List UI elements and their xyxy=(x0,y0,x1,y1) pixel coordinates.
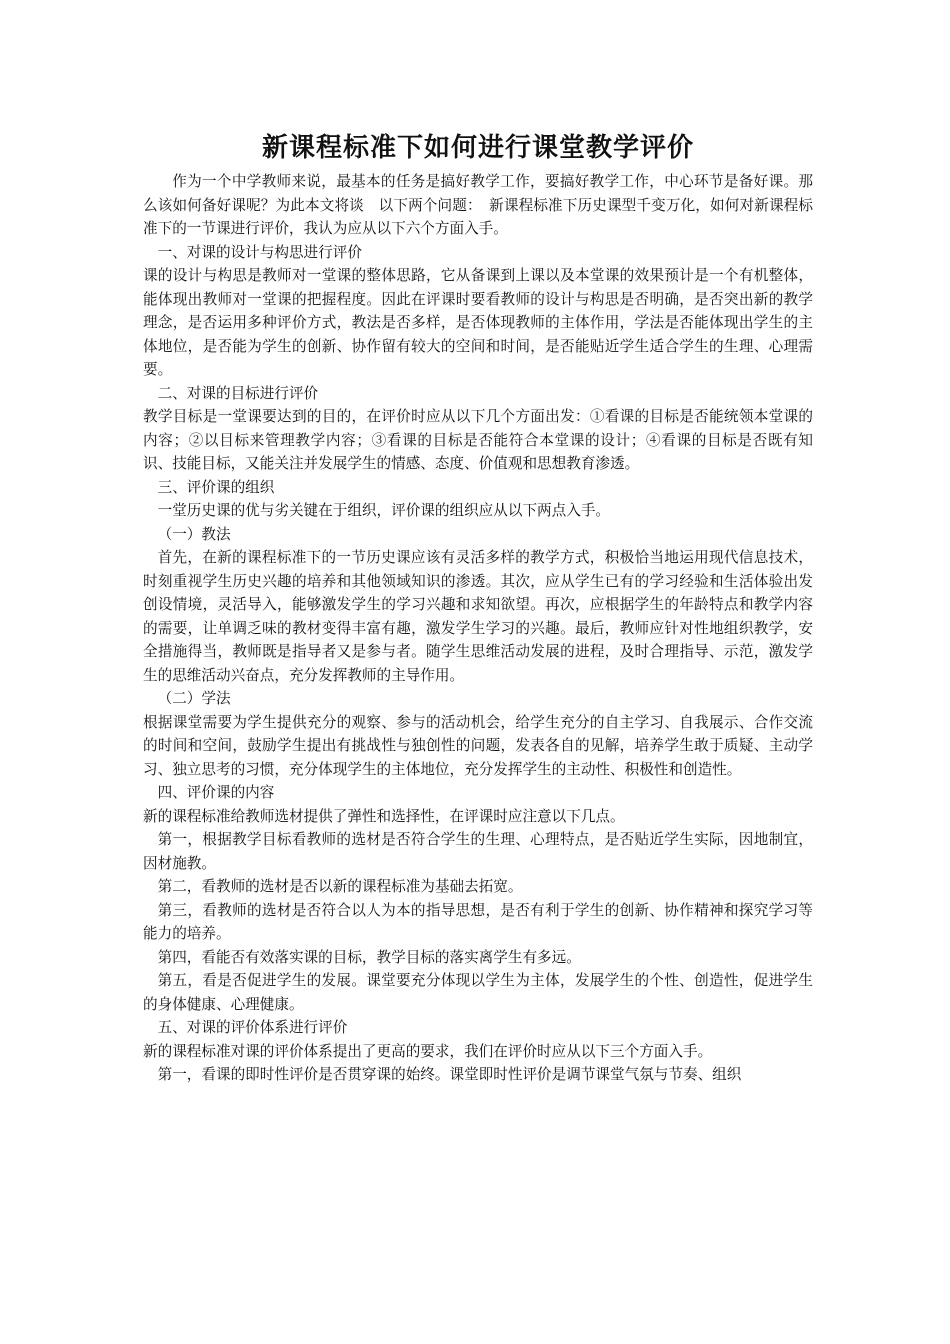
paragraph: 第二，看教师的选材是否以新的课程标准为基础去拓宽。 xyxy=(157,878,523,895)
paragraph: 四、评价课的内容 xyxy=(157,784,275,801)
paragraph: 第一，根据教学目标看教师的选材是否符合学生的生理、心理特点，是否贴近学生实际，因地制宜，因材施教。 xyxy=(143,831,813,872)
paragraph: 一、对课的设计与构思进行评价 xyxy=(157,243,362,261)
paragraph: 作为一个中学教师来说，最基本的任务是搞好教学工作，要搞好教学工作，中心环节是备好课。那么该如何备好课呢？为此本文将谈 以下两个问题： 新课程标准下历史课型千变万化，如何对新课程标准下的一节课进行评价，我认为应从以下六个方面入手。 xyxy=(143,173,813,237)
paragraph: 三、评价课的组织 xyxy=(157,478,275,496)
paragraph: 教学目标是一堂课要达到的目的，在评价时应从以下几个方面出发：①看课的目标是否能统领本堂课的内容；②以目标来管理教学内容；③看课的目标是否能符合本堂课的设计；④看课的目标是否既有知识、技能目标，又能关注并发展学生的情感、态度、价值观和思想教育渗透。 xyxy=(143,408,813,472)
paragraph: 新的课程标准对课的评价体系提出了更高的要求，我们在评价时应从以下三个方面入手。 xyxy=(143,1042,713,1060)
paragraph: 第五，看是否促进学生的发展。课堂要充分体现以学生为主体，发展学生的个性、创造性，促进学生的身体健康、心理健康。 xyxy=(143,972,813,1013)
paragraph: （一）教法 xyxy=(157,525,231,543)
paragraph: 五、对课的评价体系进行评价 xyxy=(157,1019,348,1036)
paragraph: 第一，看课的即时性评价是否贯穿课的始终。课堂即时性评价是调节课堂气氛与节奏、组织 xyxy=(157,1066,742,1083)
paragraph: 新的课程标准给教师选材提供了弹性和选择性，在评课时应注意以下几点。 xyxy=(143,807,625,825)
paragraph: 一堂历史课的优与劣关键在于组织，评价课的组织应从以下两点入手。 xyxy=(157,502,611,519)
paragraph: （二）学法 xyxy=(157,690,231,707)
document-page xyxy=(143,128,813,1087)
paragraph: 第三，看教师的选材是否符合以人为本的指导思想，是否有利于学生的创新、协作精神和探究学习等能力的培养。 xyxy=(143,901,813,942)
paragraph: 课的设计与构思是教师对一堂课的整体思路，它从备课到上课以及本堂课的效果预计是一个有机整体，能体现出教师对一堂课的把握程度。因此在评课时要看教师的设计与构思是否明确，是否突出新的教学理念，是否运用多种评价方式，教法是否多样，是否体现教师的主体作用，学法是否能体现出学生的主体地位，是否能为学生的创新、协作留有较大的空间和时间，是否能贴近学生适合学生的生理、心理需要。 xyxy=(143,267,813,378)
paragraph: 根据课堂需要为学生提供充分的观察、参与的活动机会，给学生充分的自主学习、自我展示、合作交流的时间和空间，鼓励学生提出有挑战性与独创性的问题，发表各自的见解，培养学生敢于质疑、主动学习、独立思考的习惯，充分体现学生的主体地位，充分发挥学生的主动性、积极性和创造性。 xyxy=(143,713,813,778)
document-body xyxy=(143,170,813,1087)
paragraph: 首先，在新的课程标准下的一节历史课应该有灵活多样的教学方式，积极恰当地运用现代信息技术，时刻重视学生历史兴趣的培养和其他领域知识的渗透。其次，应从学生已有的学习经验和生活体验出发创设情境，灵活导入，能够激发学生的学习兴趣和求知欲望。再次，应根据学生的年龄特点和教学内容的需要，让单调乏味的教材变得丰富有趣，激发学生学习的兴趣。最后，教师应针对性地组织教学，安全措施得当，教师既是指导者又是参与者。随学生思维活动发展的进程，及时合理指导、示范，激发学生的思维活动兴奋点，充分发挥教师的主导作用。 xyxy=(143,549,813,684)
paragraph: 二、对课的目标进行评价 xyxy=(157,384,319,402)
paragraph: 第四，看能否有效落实课的目标，教学目标的落实离学生有多远。 xyxy=(157,948,581,966)
document-title: 新课程标准下如何进行课堂教学评价 xyxy=(261,133,694,163)
